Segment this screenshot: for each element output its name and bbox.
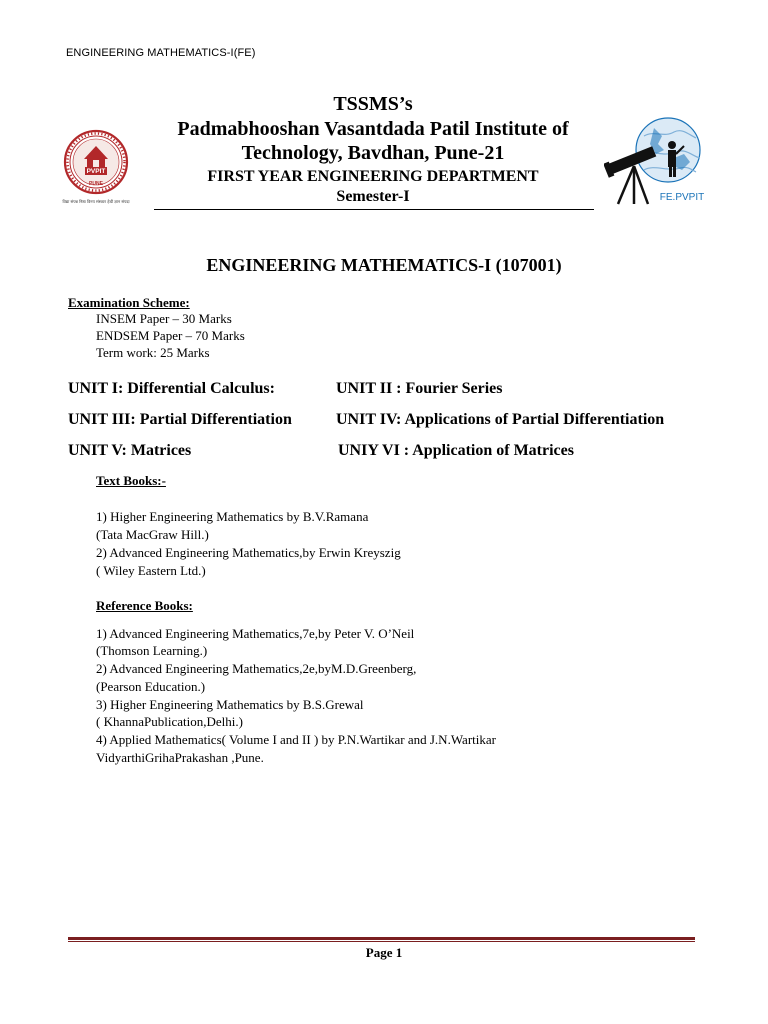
- unit-2: UNIT II : Fourier Series: [336, 380, 503, 397]
- reference-book-line: ( KhannaPublication,Delhi.): [96, 714, 243, 729]
- reference-book-line: 1) Advanced Engineering Mathematics,7e,by Peter V. O’Neil: [96, 626, 415, 641]
- unit-4: UNIT IV: Applications of Partial Differentiation: [336, 411, 665, 428]
- reference-book-line: 4) Applied Mathematics( Volume I and II ) by P.N.Wartikar and J.N.Wartikar: [96, 732, 496, 747]
- reference-book-line: 2) Advanced Engineering Mathematics,2e,byM.D.Greenberg,: [96, 661, 417, 676]
- course-title: ENGINEERING MATHEMATICS-I (107001): [206, 255, 562, 275]
- exam-scheme-heading: Examination Scheme:: [68, 295, 190, 310]
- text-book-line: 1) Higher Engineering Mathematics by B.V.Ramana: [96, 509, 369, 524]
- reference-books-heading: Reference Books:: [96, 598, 193, 613]
- exam-scheme-item: ENDSEM Paper – 70 Marks: [96, 328, 245, 343]
- reference-book-line: 3) Higher Engineering Mathematics by B.S.Grewal: [96, 697, 364, 712]
- institute-prefix: TSSMS’s: [333, 93, 413, 115]
- department-telescope-logo: [604, 114, 714, 206]
- text-books-heading: Text Books:-: [96, 473, 166, 488]
- seal-motto: विद्या संपन्न निष्ठा विनय संस्कार हेची ज्ञान संपदा: [62, 199, 130, 204]
- text-book-line: ( Wiley Eastern Ltd.): [96, 563, 206, 578]
- unit-1: UNIT I: Differential Calculus:: [68, 380, 275, 397]
- reference-book-line: (Thomson Learning.): [96, 643, 208, 658]
- page-number: Page 1: [365, 945, 403, 960]
- semester-label: Semester-I: [336, 188, 410, 205]
- text-book-line: 2) Advanced Engineering Mathematics,by Erwin Kreyszig: [96, 545, 401, 560]
- footer-rule-thin: [68, 941, 695, 942]
- seal-bottom-text: PUNE: [89, 181, 103, 187]
- reference-book-line: VidyarthiGrihaPrakashan ,Pune.: [96, 750, 264, 765]
- logo-label: FE.PVPIT: [659, 192, 705, 203]
- institute-name-line-2: Technology, Bavdhan, Pune-21: [241, 142, 505, 164]
- exam-scheme-item: INSEM Paper – 30 Marks: [96, 311, 232, 326]
- header-divider: [154, 209, 594, 210]
- institute-seal-logo: [52, 129, 140, 207]
- text-book-line: (Tata MacGraw Hill.): [96, 527, 209, 542]
- exam-scheme-item: Term work: 25 Marks: [96, 345, 210, 360]
- institute-name-line-1: Padmabhooshan Vasantdada Patil Institute of: [177, 118, 569, 140]
- department-title: FIRST YEAR ENGINEERING DEPARTMENT: [207, 168, 539, 185]
- unit-5: UNIT V: Matrices: [68, 442, 192, 459]
- running-header: ENGINEERING MATHEMATICS-I(FE): [66, 47, 256, 59]
- seal-center-text: PVPIT: [86, 168, 106, 175]
- reference-book-line: (Pearson Education.): [96, 679, 206, 694]
- footer-rule: [68, 937, 695, 940]
- unit-6: UNIY VI : Application of Matrices: [338, 442, 574, 459]
- unit-3: UNIT III: Partial Differentiation: [68, 411, 292, 428]
